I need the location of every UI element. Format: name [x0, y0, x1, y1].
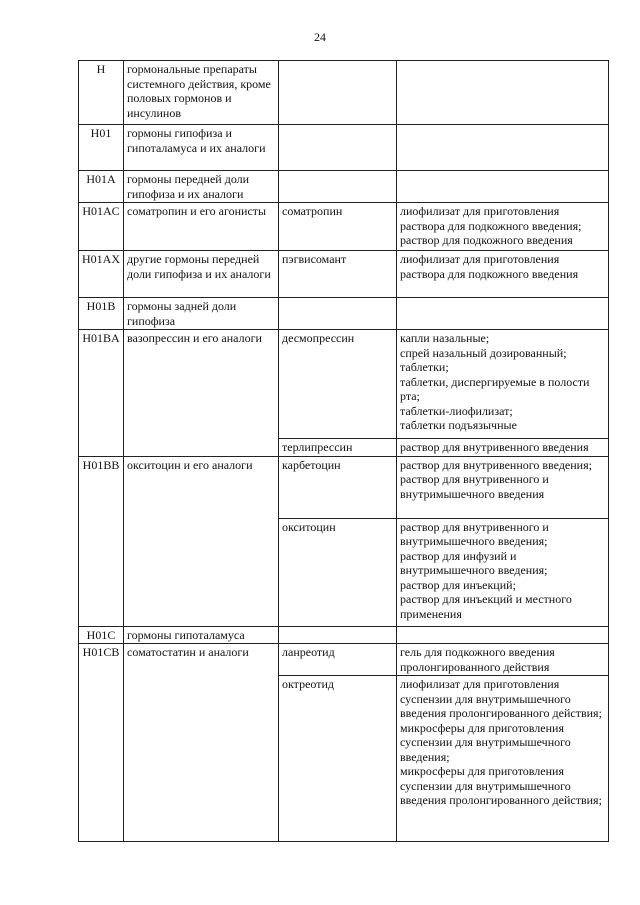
form-line: спрей назальный дозированный;	[400, 345, 567, 360]
inn-cell: десмопрессин	[279, 330, 397, 439]
form-line: микросферы для приготовления суспензии для внутримышечного введения пролонгированного действия;	[400, 764, 602, 807]
atc-code-cell: H01A	[79, 171, 124, 203]
form-line: раствор для инфузий и внутримышечного введения;	[400, 548, 548, 577]
form-cell	[397, 626, 609, 644]
atc-code-cell: H01	[79, 125, 124, 171]
table-row	[79, 330, 609, 439]
page-number: 24	[314, 30, 326, 44]
form-cell	[397, 518, 609, 626]
group-cell: соматостатин и аналоги	[124, 644, 279, 842]
table-row	[79, 203, 609, 251]
drug-table	[78, 60, 609, 842]
form-line: капли назальные;	[400, 331, 490, 345]
inn-cell: пэгвисомант	[279, 251, 397, 298]
form-line: раствор для подкожного введения	[400, 233, 573, 247]
form-line: лиофилизат для приготовления суспензии для внутримышечного введения пролонгированного действия;	[400, 677, 602, 720]
group-cell: гормоны передней доли гипофиза и их аналоги	[124, 171, 279, 203]
inn-cell	[279, 626, 397, 644]
group-cell: гормональные препараты системного действия, кроме половых гормонов и инсулинов	[124, 61, 279, 125]
table-row	[79, 251, 609, 298]
atc-code-cell: H	[79, 61, 124, 125]
inn-cell	[279, 125, 397, 171]
inn-cell: терлипрессин	[279, 439, 397, 457]
form-cell	[397, 125, 609, 171]
form-cell	[397, 676, 609, 842]
form-line: таблетки подъязычные	[400, 418, 517, 432]
inn-cell	[279, 61, 397, 125]
form-line: таблетки, диспергируемые в полости рта;	[400, 374, 590, 403]
form-line: раствор для внутривенного и внутримышечного введения;	[400, 519, 549, 548]
atc-code-cell: H01AX	[79, 251, 124, 298]
form-line: раствор для внутривенного введения	[400, 440, 589, 454]
inn-cell: карбетоцин	[279, 456, 397, 518]
table-row	[79, 61, 609, 125]
form-cell	[397, 456, 609, 518]
form-line: лиофилизат для приготовления раствора для подкожного введения;	[400, 204, 582, 233]
form-line: раствор для инъекций и местного применения	[400, 592, 572, 621]
form-cell	[397, 439, 609, 457]
form-cell	[397, 298, 609, 330]
form-cell	[397, 171, 609, 203]
form-line: таблетки;	[400, 360, 449, 374]
form-line: гель для подкожного введения пролонгированного действия	[400, 645, 555, 674]
form-line: таблетки-лиофилизат;	[400, 403, 513, 418]
atc-code-cell: H01BA	[79, 330, 124, 457]
atc-code-cell: H01C	[79, 626, 124, 644]
form-cell	[397, 203, 609, 251]
inn-cell: окситоцин	[279, 518, 397, 626]
form-cell	[397, 644, 609, 676]
inn-cell: октреотид	[279, 676, 397, 842]
form-line: раствор для внутривенного и внутримышечного введения	[400, 472, 549, 501]
inn-cell: соматропин	[279, 203, 397, 251]
group-cell: вазопрессин и его аналоги	[124, 330, 279, 457]
form-line: раствор для инъекций;	[400, 577, 516, 592]
inn-cell: ланреотид	[279, 644, 397, 676]
form-cell	[397, 251, 609, 298]
group-cell: гормоны гипоталамуса	[124, 626, 279, 644]
group-cell: гормоны гипофиза и гипоталамуса и их аналоги	[124, 125, 279, 171]
table-row	[79, 298, 609, 330]
inn-cell	[279, 171, 397, 203]
atc-code-cell: H01CB	[79, 644, 124, 842]
form-line: микросферы для приготовления суспензии для внутримышечного введения;	[400, 720, 571, 764]
form-cell	[397, 61, 609, 125]
group-cell: окситоцин и его аналоги	[124, 456, 279, 626]
atc-code-cell: H01BB	[79, 456, 124, 626]
form-line: раствор для внутривенного введения;	[400, 457, 592, 472]
form-line: лиофилизат для приготовления раствора для подкожного введения	[400, 252, 579, 281]
inn-cell	[279, 298, 397, 330]
table-row	[79, 644, 609, 676]
table-row	[79, 171, 609, 203]
atc-code-cell: H01B	[79, 298, 124, 330]
group-cell: соматропин и его агонисты	[124, 203, 279, 251]
group-cell: гормоны задней доли гипофиза	[124, 298, 279, 330]
table-row	[79, 125, 609, 171]
form-cell	[397, 330, 609, 439]
table-row	[79, 456, 609, 518]
table-row	[79, 626, 609, 644]
atc-code-cell: H01AC	[79, 203, 124, 251]
group-cell: другие гормоны передней доли гипофиза и их аналоги	[124, 251, 279, 298]
